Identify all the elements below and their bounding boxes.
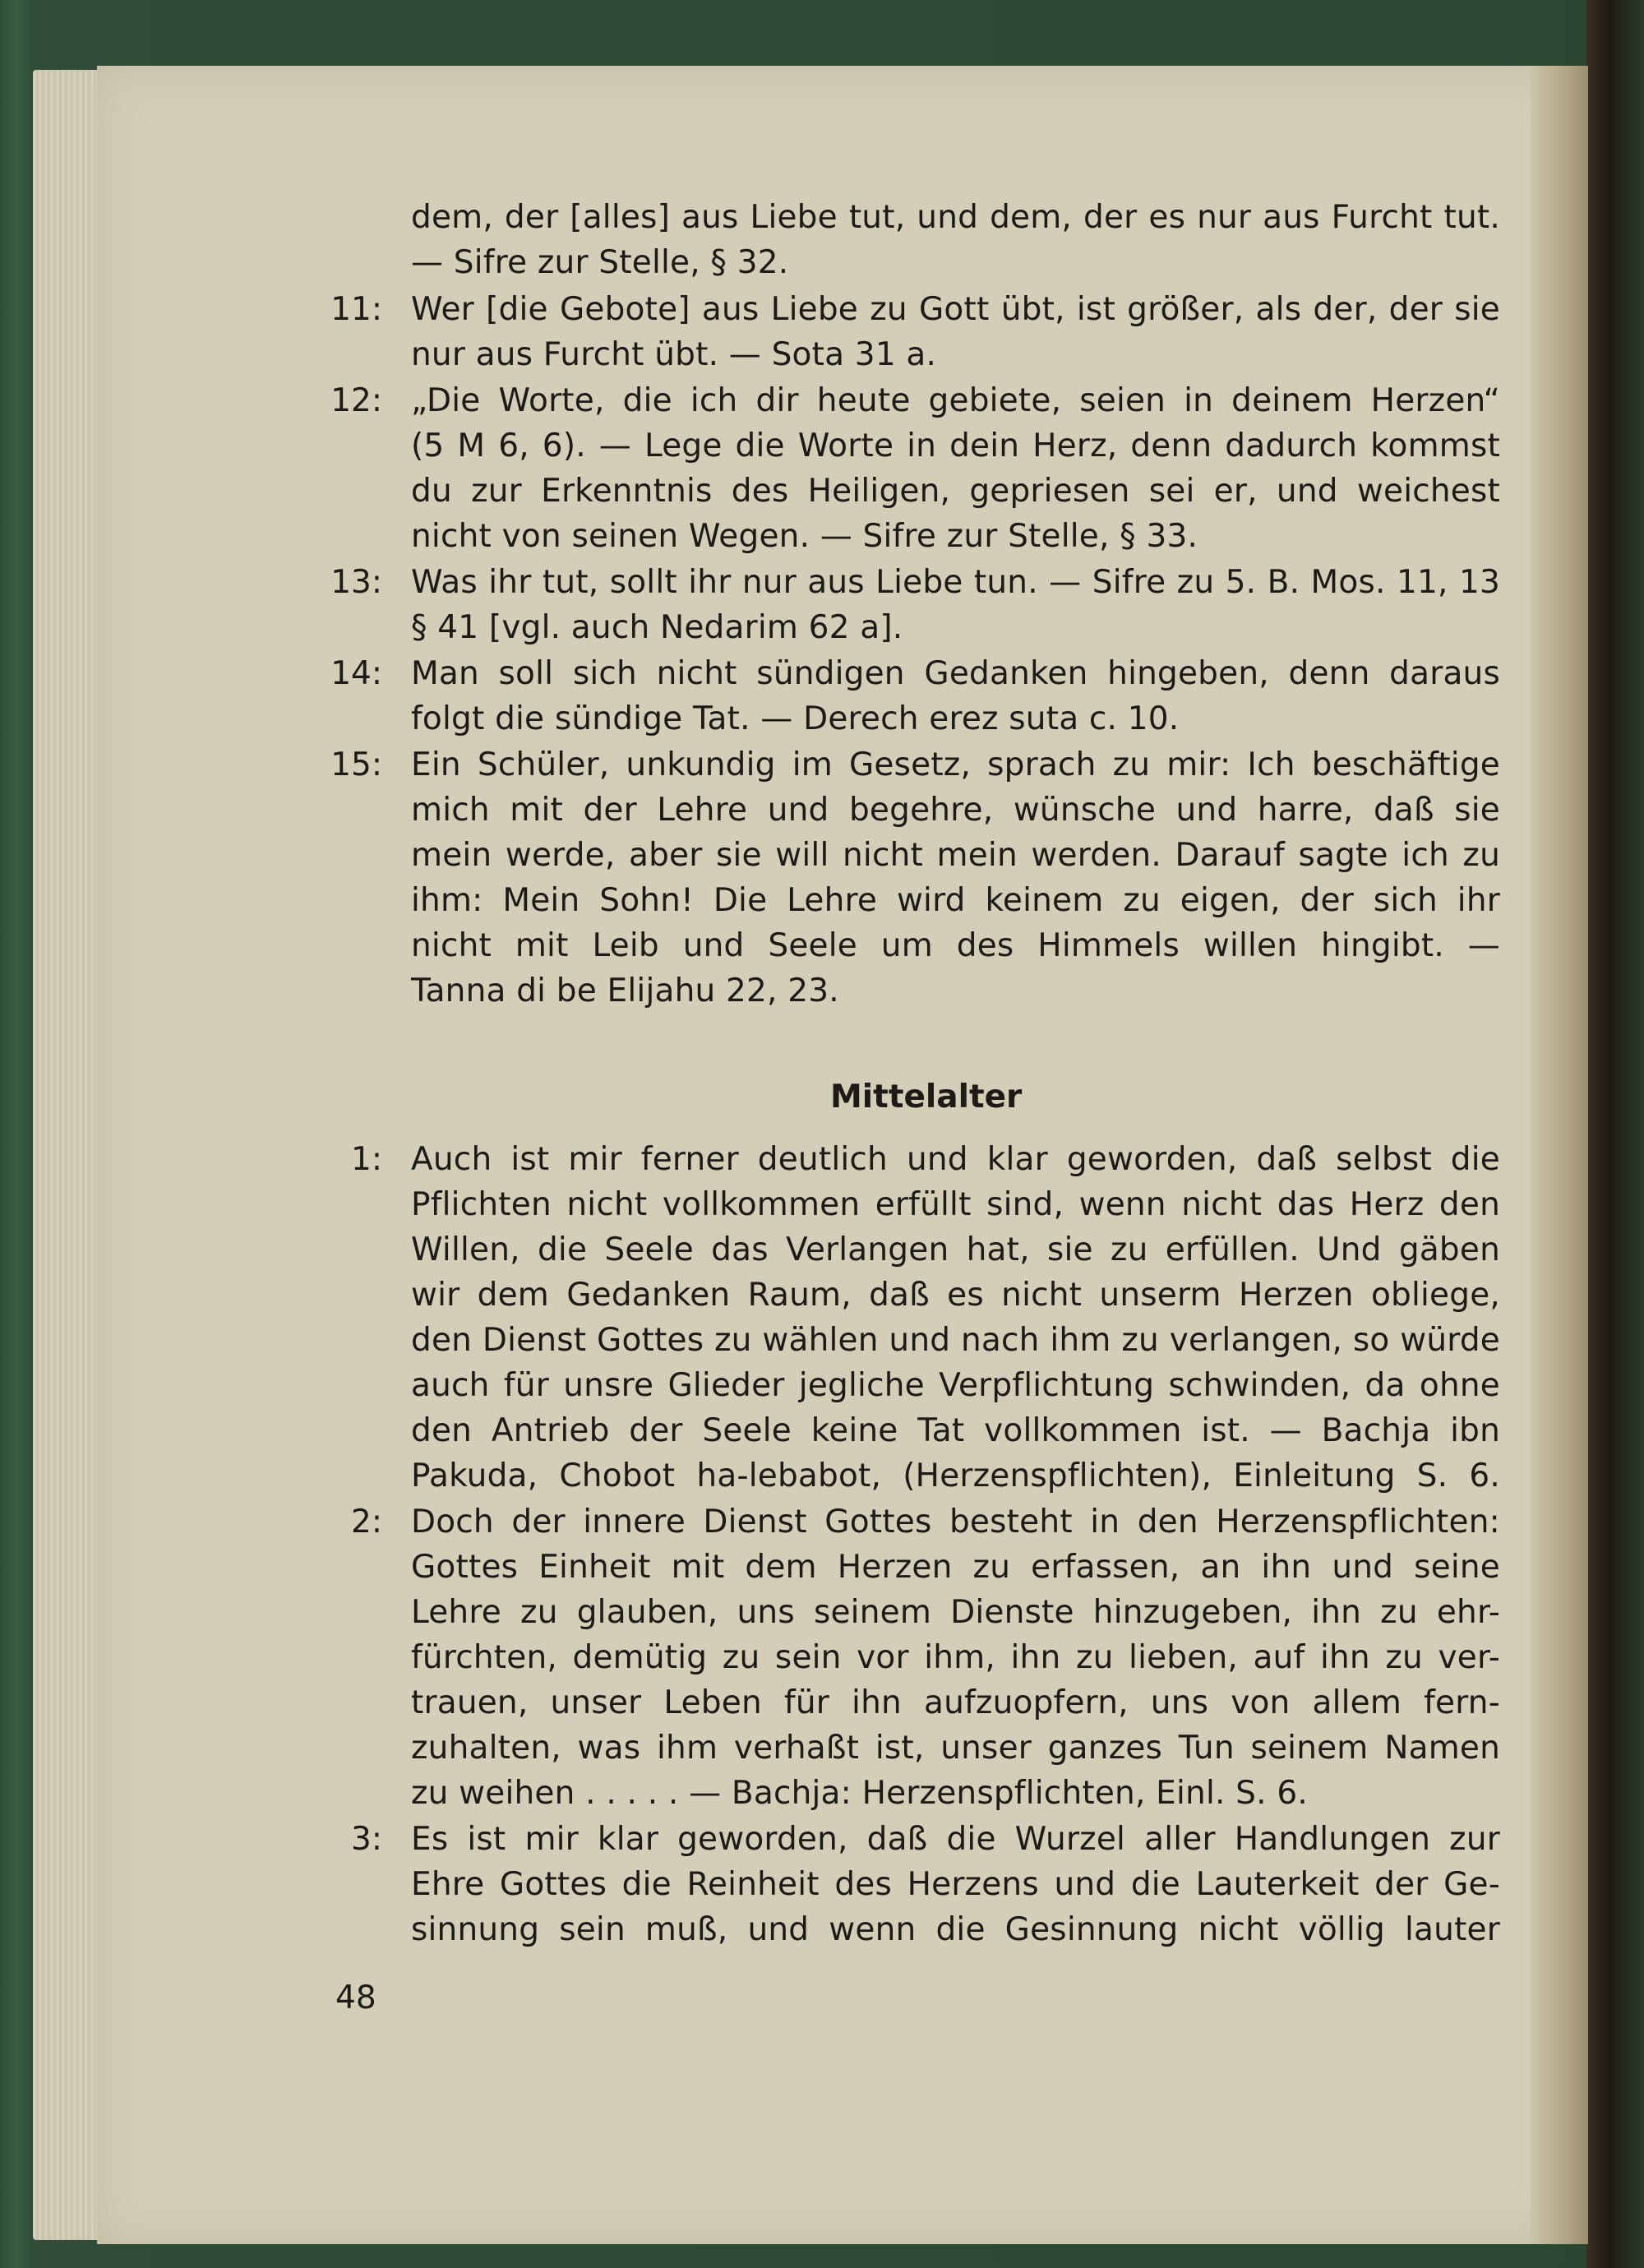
text-line: Lehre zu glauben, uns seinem Dienste hinzugeben, ihn zu ehr-	[411, 1594, 1500, 1631]
text-line: folgt die sündige Tat. — Derech erez suta c. 10.	[411, 700, 1180, 737]
text-line: Gottes Einheit mit dem Herzen zu erfassen, an ihn und seine	[411, 1549, 1500, 1586]
text-line: den Antrieb der Seele keine Tat vollkommen ist. — Bachja ibn	[411, 1412, 1500, 1449]
text-line: Man soll sich nicht sündigen Gedanken hingeben, denn daraus	[411, 655, 1500, 692]
entry-number: 15:	[330, 746, 382, 783]
text-line: auch für unsre Glieder jegliche Verpflichtung schwinden, da ohne	[411, 1367, 1500, 1404]
text-line: zuhalten, was ihm verhaßt ist, unser ganzes Tun seinem Namen	[411, 1730, 1500, 1767]
text-line: mein werde, aber sie will nicht mein werden. Darauf sagte ich zu	[411, 837, 1500, 874]
text-line: fürchten, demütig zu sein vor ihm, ihn zu lieben, auf ihn zu ver-	[411, 1639, 1500, 1676]
text-line: zu weihen . . . . . — Bachja: Herzenspflichten, Einl. S. 6.	[411, 1775, 1308, 1812]
entry-number: 1:	[351, 1141, 382, 1178]
text-line: „Die Worte, die ich dir heute gebiete, seien in deinem Herzen“	[411, 382, 1500, 419]
text-line: Pakuda, Chobot ha-lebabot, (Herzenspflichten), Einleitung S. 6.	[411, 1457, 1500, 1494]
text-line: Was ihr tut, sollt ihr nur aus Liebe tun. — Sifre zu 5. B. Mos. 11, 13	[411, 564, 1500, 601]
text-line: den Dienst Gottes zu wählen und nach ihm zu verlangen, so würde	[411, 1322, 1500, 1359]
text-line: nicht mit Leib und Seele um des Himmels willen hingibt. —	[411, 927, 1500, 964]
text-line: § 41 [vgl. auch Nedarim 62 a].	[411, 609, 903, 646]
text-line: nur aus Furcht übt. — Sota 31 a.	[411, 336, 937, 373]
text-line: Ehre Gottes die Reinheit des Herzens und die Lauterkeit der Ge-	[411, 1866, 1500, 1903]
entry-number: 13:	[330, 564, 382, 601]
text-line: Auch ist mir ferner deutlich und klar geworden, daß selbst die	[411, 1141, 1500, 1178]
section-heading: Mittelalter	[830, 1079, 1023, 1116]
entry-number: 11:	[330, 291, 382, 328]
page-number: 48	[335, 1979, 376, 2016]
text-line: sinnung sein muß, und wenn die Gesinnung nicht völlig lauter	[411, 1911, 1500, 1948]
text-line: dem, der [alles] aus Liebe tut, und dem, der es nur aus Furcht tut.	[411, 199, 1500, 236]
entry-number: 14:	[330, 655, 382, 692]
text-line: trauen, unser Leben für ihn aufzuopfern, uns von allem fern-	[411, 1684, 1500, 1721]
text-line: — Sifre zur Stelle, § 32.	[411, 244, 789, 281]
text-line: Tanna di be Elijahu 22, 23.	[411, 972, 839, 1009]
text-line: wir dem Gedanken Raum, daß es nicht unserm Herzen obliege,	[411, 1277, 1500, 1314]
text-line: ihm: Mein Sohn! Die Lehre wird keinem zu eigen, der sich ihr	[411, 882, 1500, 919]
text-line: Wer [die Gebote] aus Liebe zu Gott übt, ist größer, als der, der sie	[411, 291, 1500, 328]
text-line: mich mit der Lehre und begehre, wünsche und harre, daß sie	[411, 792, 1500, 829]
text-line: (5 M 6, 6). — Lege die Worte in dein Herz, denn dadurch kommst	[411, 427, 1500, 464]
text-line: Doch der innere Dienst Gottes besteht in den Herzenspflichten:	[411, 1504, 1500, 1540]
entry-number: 12:	[330, 382, 382, 419]
text-line: nicht von seinen Wegen. — Sifre zur Stelle, § 33.	[411, 518, 1198, 555]
text-line: Pflichten nicht vollkommen erfüllt sind, wenn nicht das Herz den	[411, 1186, 1500, 1223]
entry-number: 2:	[351, 1504, 382, 1540]
text-line: du zur Erkenntnis des Heiligen, gepriesen sei er, und weichest	[411, 473, 1500, 510]
text-line: Es ist mir klar geworden, daß die Wurzel aller Handlungen zur	[411, 1821, 1500, 1858]
text-line: Willen, die Seele das Verlangen hat, sie zu erfüllen. Und gäben	[411, 1231, 1500, 1268]
entry-number: 3:	[351, 1821, 382, 1858]
text-line: Ein Schüler, unkundig im Gesetz, sprach zu mir: Ich beschäftige	[411, 746, 1500, 783]
